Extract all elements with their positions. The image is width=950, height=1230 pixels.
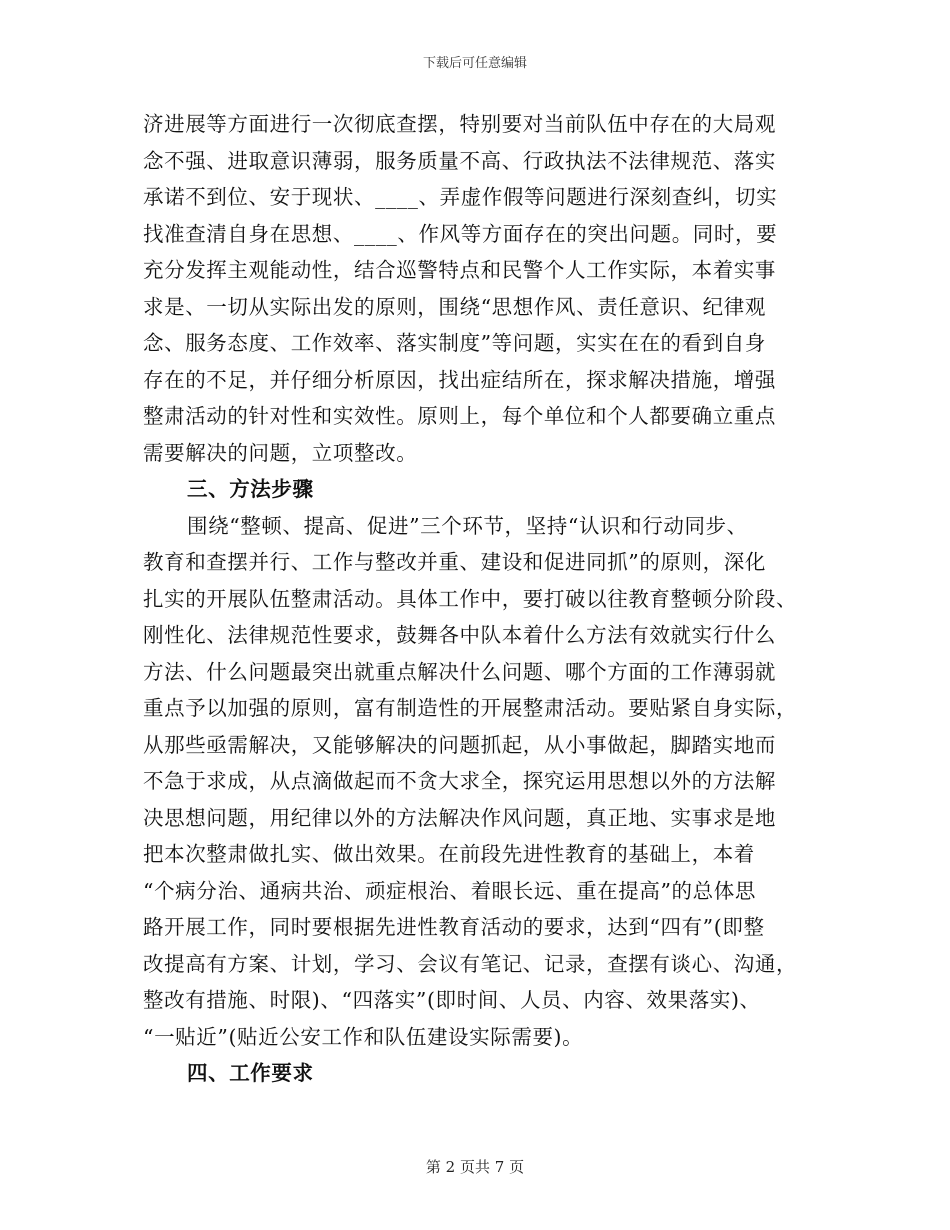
section-heading-requirements: 四、工作要求 — [187, 1061, 314, 1085]
text-line: 济进展等方面进行一次彻底查摆，特别要对当前队伍中存在的大局观 — [143, 112, 776, 136]
text-line: 重点予以加强的原则，富有制造性的开展整肃活动。要贴紧自身实际， — [143, 696, 798, 720]
text-line: 围绕“整顿、提高、促进”三个环节，坚持“认识和行动同步、 — [187, 513, 748, 538]
document-body — [143, 106, 807, 1092]
text-line: 刚性化、法律规范性要求，鼓舞各中队本着什么方法有效就实行什么 — [143, 623, 776, 647]
text-line: 路开展工作，同时要根据先进性教育活动的要求，达到“四有”(即整 — [143, 915, 765, 939]
text-line: 承诺不到位、安于现状、____、弄虚作假等问题进行深刻查纠，切实 — [143, 185, 778, 209]
page-number: 第 2 页共 7 页 — [425, 1158, 525, 1176]
text-line: 方法、什么问题最突出就重点解决什么问题、哪个方面的工作薄弱就 — [143, 659, 776, 684]
section-heading-methods: 三、方法步骤 — [187, 477, 314, 501]
text-line: 改提高有方案、计划，学习、会议有笔记、记录，查摆有谈心、沟通， — [143, 951, 798, 976]
text-line: 不急于求成，从点滴做起而不贪大求全，探究运用思想以外的方法解 — [143, 769, 776, 793]
page-header: 下载后可任意编辑 — [422, 56, 527, 71]
text-line: 需要解决的问题，立项整改。 — [143, 440, 418, 465]
text-line: 整肃活动的针对性和实效性。原则上，每个单位和个人都要确立重点 — [143, 404, 776, 428]
text-line: 把本次整肃做扎实、做出效果。在前段先进性教育的基础上，本着 — [143, 842, 755, 866]
text-line: 整改有措施、时限)、“四落实”(即时间、人员、内容、效果落实)、 — [143, 988, 761, 1012]
text-line: “一贴近”(贴近公安工作和队伍建设实际需要)。 — [143, 1024, 584, 1049]
text-line: 求是、一切从实际出发的原则，围绕“思想作风、责任意识、纪律观 — [143, 294, 766, 319]
text-line: 存在的不足，并仔细分析原因，找出症结所在，探求解决措施，增强 — [143, 367, 776, 392]
text-line: 念、服务态度、工作效率、落实制度”等问题，实实在在的看到自身 — [143, 331, 766, 355]
text-line: 从那些亟需解决，又能够解决的问题抓起，从小事做起，脚踏实地而 — [143, 732, 776, 757]
text-line: 教育和查摆并行、工作与整改并重、建设和促进同抓”的原则，深化 — [143, 550, 766, 574]
text-line: 扎实的开展队伍整肃活动。具体工作中，要打破以往教育整顿分阶段、 — [143, 586, 798, 611]
text-line: 决思想问题，用纪律以外的方法解决作风问题，真正地、实事求是地 — [143, 805, 776, 830]
text-line: 找准查清自身在思想、____、作风等方面存在的突出问题。同时，要 — [143, 221, 778, 246]
text-line: “个病分治、通病共治、顽症根治、着眼长远、重在提高”的总体思 — [143, 878, 756, 903]
text-line: 充分发挥主观能动性，结合巡警特点和民警个人工作实际，本着实事 — [143, 258, 776, 282]
text-line: 念不强、进取意识薄弱，服务质量不高、行政执法不法律规范、落实 — [143, 148, 776, 173]
